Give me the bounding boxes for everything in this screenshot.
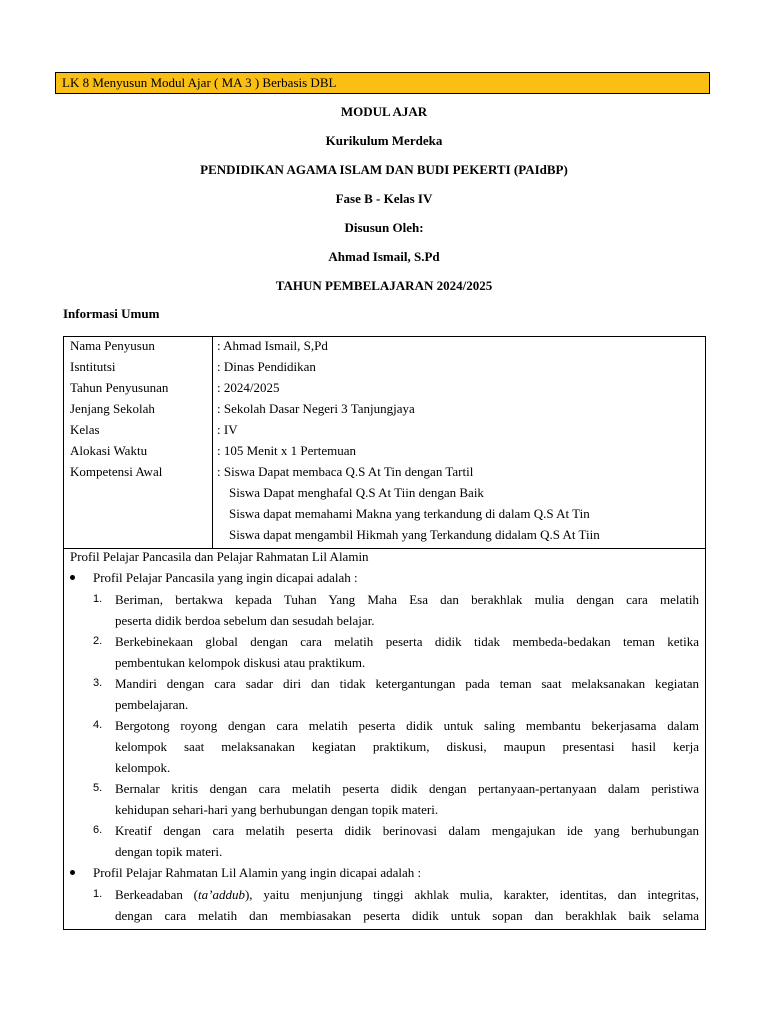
item-line: kelompok. [115,760,171,775]
info-row [64,400,705,421]
item-number: 2. [93,635,103,647]
item-number: 6. [93,824,103,836]
item-number: 5. [93,782,103,794]
phase-class: Fase B - Kelas IV [335,191,433,206]
info-value: : IV [217,422,238,437]
info-value: : Sekolah Dasar Negeri 3 Tanjungjaya [217,401,415,416]
section-title: Informasi Umum [63,306,160,321]
info-label: Isntitutsi [70,359,116,374]
info-value: : Dinas Pendidikan [217,359,316,374]
bullet-dot-icon [70,870,75,875]
item-line: kelompok saat melaksanakan kegiatan praktikum, diskusi, maupun presentasi hasil kerja [115,739,699,754]
info-row [64,379,705,400]
info-label: Tahun Penyusunan [70,380,169,395]
item-line: pembentukan kelompok diskusi atau praktikum. [115,655,366,670]
item-line: Bernalar kritis dengan cara melatih peserta didik dengan pertanyaan-pertanyaan dalam peristiwa [115,781,699,796]
info-label: Kelas [70,422,100,437]
doc-title: MODUL AJAR [340,104,428,119]
info-label: Kompetensi Awal [70,464,163,479]
competency-line [64,505,705,526]
info-label: Alokasi Waktu [70,443,148,458]
item-line: peserta didik berdoa sebelum dan sesudah belajar. [115,613,375,628]
competency-text: Siswa Dapat menghafal Q.S At Tiin dengan Baik [229,485,484,500]
curriculum-label: Kurikulum Merdeka [325,133,443,148]
competency-text: Siswa dapat memahami Makna yang terkandung di dalam Q.S At Tin [229,506,590,521]
info-row [64,421,705,442]
worksheet-banner: LK 8 Menyusun Modul Ajar ( MA 3 ) Berbasis DBL [55,72,710,94]
competency-line [64,526,705,547]
item-text: ), yaitu menjunjung tinggi akhlak mulia, karakter, identitas, dan integritas, [244,887,699,902]
general-info-table [63,336,706,549]
bullet-dot-icon [70,575,75,580]
info-value: : Siswa Dapat membaca Q.S At Tin dengan Tartil [217,464,474,479]
info-row [64,337,705,358]
item-line: dengan cara melatih dan membiasakan peserta didik untuk sopan dan berakhlak baik selama [115,908,699,923]
info-row [64,463,705,484]
item-line: Beriman, bertakwa kepada Tuhan Yang Maha Esa dan berakhlak mulia dengan cara melatih [115,592,699,607]
bullet-text: Profil Pelajar Rahmatan Lil Alamin yang ingin dicapai adalah : [93,865,422,880]
competency-line [64,484,705,505]
item-number: 4. [93,719,103,731]
item-text: Berkeadaban ( [115,887,199,902]
item-line: Kreatif dengan cara melatih peserta didik berinovasi dalam mengajukan ide yang berhubungan [115,823,699,838]
bullet-text: Profil Pelajar Pancasila yang ingin dicapai adalah : [93,570,358,585]
item-italic-term: ta’addub [198,887,245,902]
info-value: : 2024/2025 [217,380,280,395]
profile-section [63,548,706,930]
item-line: dengan topik materi. [115,844,223,859]
item-line: Berkebinekaan global dengan cara melatih peserta didik tidak membeda-bedakan teman ketika [115,634,699,649]
author-name: Ahmad Ismail, S.Pd [328,249,440,264]
info-label: Jenjang Sekolah [70,401,155,416]
competency-text: Siswa dapat mengambil Hikmah yang Terkandung didalam Q.S At Tiin [229,527,600,542]
item-line: Bergotong royong dengan cara melatih peserta didik untuk saling membantu bekerjasama dalam [115,718,699,733]
info-value: : 105 Menit x 1 Pertemuan [217,443,357,458]
info-row [64,442,705,463]
info-row [64,358,705,379]
item-line: Mandiri dengan cara sadar diri dan tidak ketergantungan pada teman saat melaksanakan kegiatan [115,676,699,691]
info-value: : Ahmad Ismail, S,Pd [217,338,328,353]
subject-title: PENDIDIKAN AGAMA ISLAM DAN BUDI PEKERTI (PAIdBP) [200,162,568,177]
item-line [115,884,699,905]
item-line: kehidupan sehari-hari yang berhubungan dengan topik materi. [115,802,439,817]
item-line: pembelajaran. [115,697,189,712]
author-heading: Disusun Oleh: [344,220,424,235]
info-label: Nama Penyusun [70,338,155,353]
item-number: 1. [93,593,103,605]
item-number: 1. [93,888,103,900]
profile-title: Profil Pelajar Pancasila dan Pelajar Rahmatan Lil Alamin [70,549,369,564]
item-number: 3. [93,677,103,689]
school-year: TAHUN PEMBELAJARAN 2024/2025 [275,278,493,293]
